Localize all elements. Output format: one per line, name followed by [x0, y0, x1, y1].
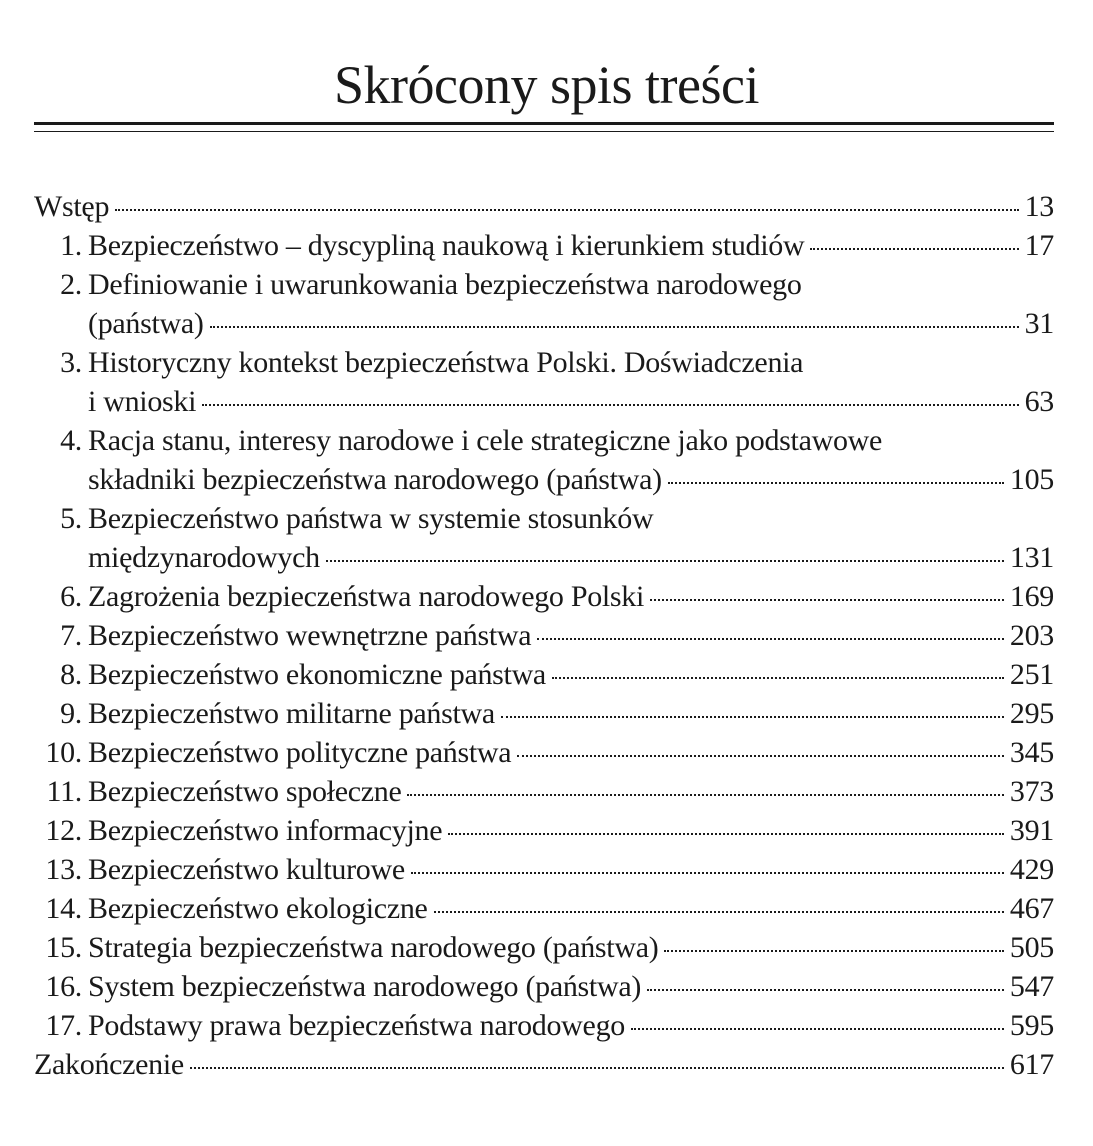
- toc-entry: [34, 265, 1054, 343]
- toc-entry: [34, 226, 1054, 265]
- toc-entry-page-number: 13: [1024, 190, 1054, 223]
- toc-entry-line: [34, 733, 1054, 772]
- toc-entry-page-number: 505: [1009, 931, 1054, 964]
- toc-entry-page-number: 391: [1009, 814, 1054, 847]
- toc-entry-line: [34, 187, 1054, 226]
- dot-leader: [552, 677, 1004, 679]
- toc-entry-page-number: 595: [1009, 1009, 1054, 1042]
- toc-entry-number: 2.: [60, 268, 82, 301]
- toc-entry-line: [34, 772, 1054, 811]
- dot-leader: [411, 872, 1004, 874]
- toc-entry-number: 9.: [60, 697, 82, 730]
- toc-entry-title: Bezpieczeństwo ekologiczne: [88, 892, 428, 925]
- dot-leader: [668, 482, 1004, 484]
- toc-entry-title: Bezpieczeństwo społeczne: [88, 775, 402, 808]
- toc-entry-title: Definiowanie i uwarunkowania bezpieczeństwa narodowego: [88, 268, 802, 301]
- toc-entry-title: System bezpieczeństwa narodowego (państwa): [88, 970, 642, 1003]
- toc-entry-page-number: 105: [1009, 463, 1054, 496]
- toc-entry-title: Bezpieczeństwo – dyscypliną naukową i kierunkiem studiów: [88, 229, 805, 262]
- toc-entry-page-number: 467: [1009, 892, 1054, 925]
- dot-leader: [210, 326, 1019, 328]
- toc-entry-page-number: 295: [1009, 697, 1054, 730]
- dot-leader: [407, 794, 1003, 796]
- toc-entry-number: 1.: [60, 229, 82, 262]
- toc-entry-title: międzynarodowych: [88, 541, 320, 574]
- toc-entry-number: 16.: [45, 970, 82, 1003]
- toc-entry-line: [34, 304, 1054, 343]
- toc-entry-title: Racja stanu, interesy narodowe i cele strategiczne jako podstawowe: [88, 424, 883, 457]
- dot-leader: [501, 716, 1004, 718]
- dot-leader: [537, 638, 1004, 640]
- toc-entry-number: 12.: [45, 814, 82, 847]
- toc-entry-number: 13.: [45, 853, 82, 886]
- toc-entry-title: Zagrożenia bezpieczeństwa narodowego Polski: [88, 580, 645, 613]
- toc-entry-title: Podstawy prawa bezpieczeństwa narodowego: [88, 1009, 625, 1042]
- toc-entry-title: i wnioski: [88, 385, 197, 418]
- toc-entry-line: [34, 343, 1054, 382]
- toc-entry-number: 17.: [45, 1009, 82, 1042]
- toc-entry-line: [34, 499, 1054, 538]
- dot-leader: [434, 911, 1004, 913]
- toc-entry-title: Bezpieczeństwo kulturowe: [88, 853, 405, 886]
- toc-entry-page-number: 345: [1009, 736, 1054, 769]
- toc-entry: [34, 850, 1054, 889]
- toc-entry-number: 6.: [60, 580, 82, 613]
- toc-entry-page-number: 617: [1009, 1048, 1054, 1081]
- toc-entry: [34, 1045, 1054, 1084]
- toc-entry: [34, 889, 1054, 928]
- toc-entry-page-number: 17: [1024, 229, 1054, 262]
- dot-leader: [631, 1028, 1004, 1030]
- toc-entry-line: [34, 382, 1054, 421]
- toc-entry-page-number: 251: [1009, 658, 1054, 691]
- dot-leader: [115, 209, 1018, 211]
- toc-entry-page-number: 169: [1009, 580, 1054, 613]
- toc-entry-line: [34, 1045, 1054, 1084]
- toc-entry-line: [34, 226, 1054, 265]
- toc-entry-title: Historyczny kontekst bezpieczeństwa Polski. Doświadczenia: [88, 346, 804, 379]
- toc-entry-page-number: 131: [1009, 541, 1054, 574]
- toc-entry: [34, 187, 1054, 226]
- toc-entry-line: [34, 265, 1054, 304]
- toc-entry: [34, 577, 1054, 616]
- toc-entry: [34, 772, 1054, 811]
- toc-entry: [34, 694, 1054, 733]
- toc-entry-page-number: 429: [1009, 853, 1054, 886]
- toc-entry: [34, 499, 1054, 577]
- toc-entry-title: (państwa): [88, 307, 204, 340]
- toc-entry-line: [34, 421, 1054, 460]
- toc-entry-number: 10.: [45, 736, 82, 769]
- toc-entry-line: [34, 967, 1054, 1006]
- toc-entry: [34, 733, 1054, 772]
- toc-entry: [34, 616, 1054, 655]
- toc-entry-number: 11.: [46, 775, 82, 808]
- toc-entry: [34, 1006, 1054, 1045]
- toc-entry-page-number: 373: [1009, 775, 1054, 808]
- toc-entry-title: Bezpieczeństwo państwa w systemie stosunków: [88, 502, 654, 535]
- dot-leader: [810, 248, 1018, 250]
- toc-entry-line: [34, 889, 1054, 928]
- toc-entry-line: [34, 694, 1054, 733]
- toc-entry: [34, 811, 1054, 850]
- dot-leader: [664, 950, 1003, 952]
- dot-leader: [326, 560, 1004, 562]
- toc-entry: [34, 967, 1054, 1006]
- toc-entry: [34, 421, 1054, 499]
- toc-entry-number: 8.: [60, 658, 82, 691]
- toc-entry-number: 14.: [45, 892, 82, 925]
- toc-entry: [34, 343, 1054, 421]
- toc-entry-line: [34, 460, 1054, 499]
- toc-entry-line: [34, 655, 1054, 694]
- toc-entry-line: [34, 538, 1054, 577]
- toc-entry-title: składniki bezpieczeństwa narodowego (państwa): [88, 463, 662, 496]
- dot-leader: [517, 755, 1004, 757]
- toc-entry-page-number: 31: [1024, 307, 1054, 340]
- title-rule: [34, 122, 1054, 132]
- toc-entry-page-number: 203: [1009, 619, 1054, 652]
- toc-entry-line: [34, 928, 1054, 967]
- toc-entry: [34, 928, 1054, 967]
- dot-leader: [647, 989, 1004, 991]
- dot-leader: [448, 833, 1004, 835]
- toc-entry-number: 7.: [60, 619, 82, 652]
- toc-entry: [34, 655, 1054, 694]
- toc-entry-title: Zakończenie: [34, 1048, 184, 1081]
- toc-entry-line: [34, 577, 1054, 616]
- toc-entry-title: Strategia bezpieczeństwa narodowego (państwa): [88, 931, 659, 964]
- toc-entry-title: Wstęp: [34, 190, 110, 223]
- toc-entry-title: Bezpieczeństwo polityczne państwa: [88, 736, 512, 769]
- dot-leader: [202, 404, 1018, 406]
- toc-entry-number: 4.: [60, 424, 82, 457]
- toc-entry-line: [34, 616, 1054, 655]
- toc-entry-line: [34, 1006, 1054, 1045]
- toc-entry-number: 15.: [45, 931, 82, 964]
- toc-entry-line: [34, 850, 1054, 889]
- toc-entry-number: 3.: [60, 346, 82, 379]
- toc-entry-title: Bezpieczeństwo militarne państwa: [88, 697, 495, 730]
- toc-entry-number: 5.: [60, 502, 82, 535]
- page-title: Skrócony spis treści: [334, 55, 759, 115]
- table-of-contents: [34, 187, 1054, 1084]
- dot-leader: [190, 1067, 1004, 1069]
- toc-entry-line: [34, 811, 1054, 850]
- dot-leader: [650, 599, 1004, 601]
- toc-entry-title: Bezpieczeństwo wewnętrzne państwa: [88, 619, 532, 652]
- toc-entry-title: Bezpieczeństwo informacyjne: [88, 814, 443, 847]
- toc-entry-page-number: 63: [1024, 385, 1054, 418]
- toc-entry-page-number: 547: [1009, 970, 1054, 1003]
- toc-entry-title: Bezpieczeństwo ekonomiczne państwa: [88, 658, 546, 691]
